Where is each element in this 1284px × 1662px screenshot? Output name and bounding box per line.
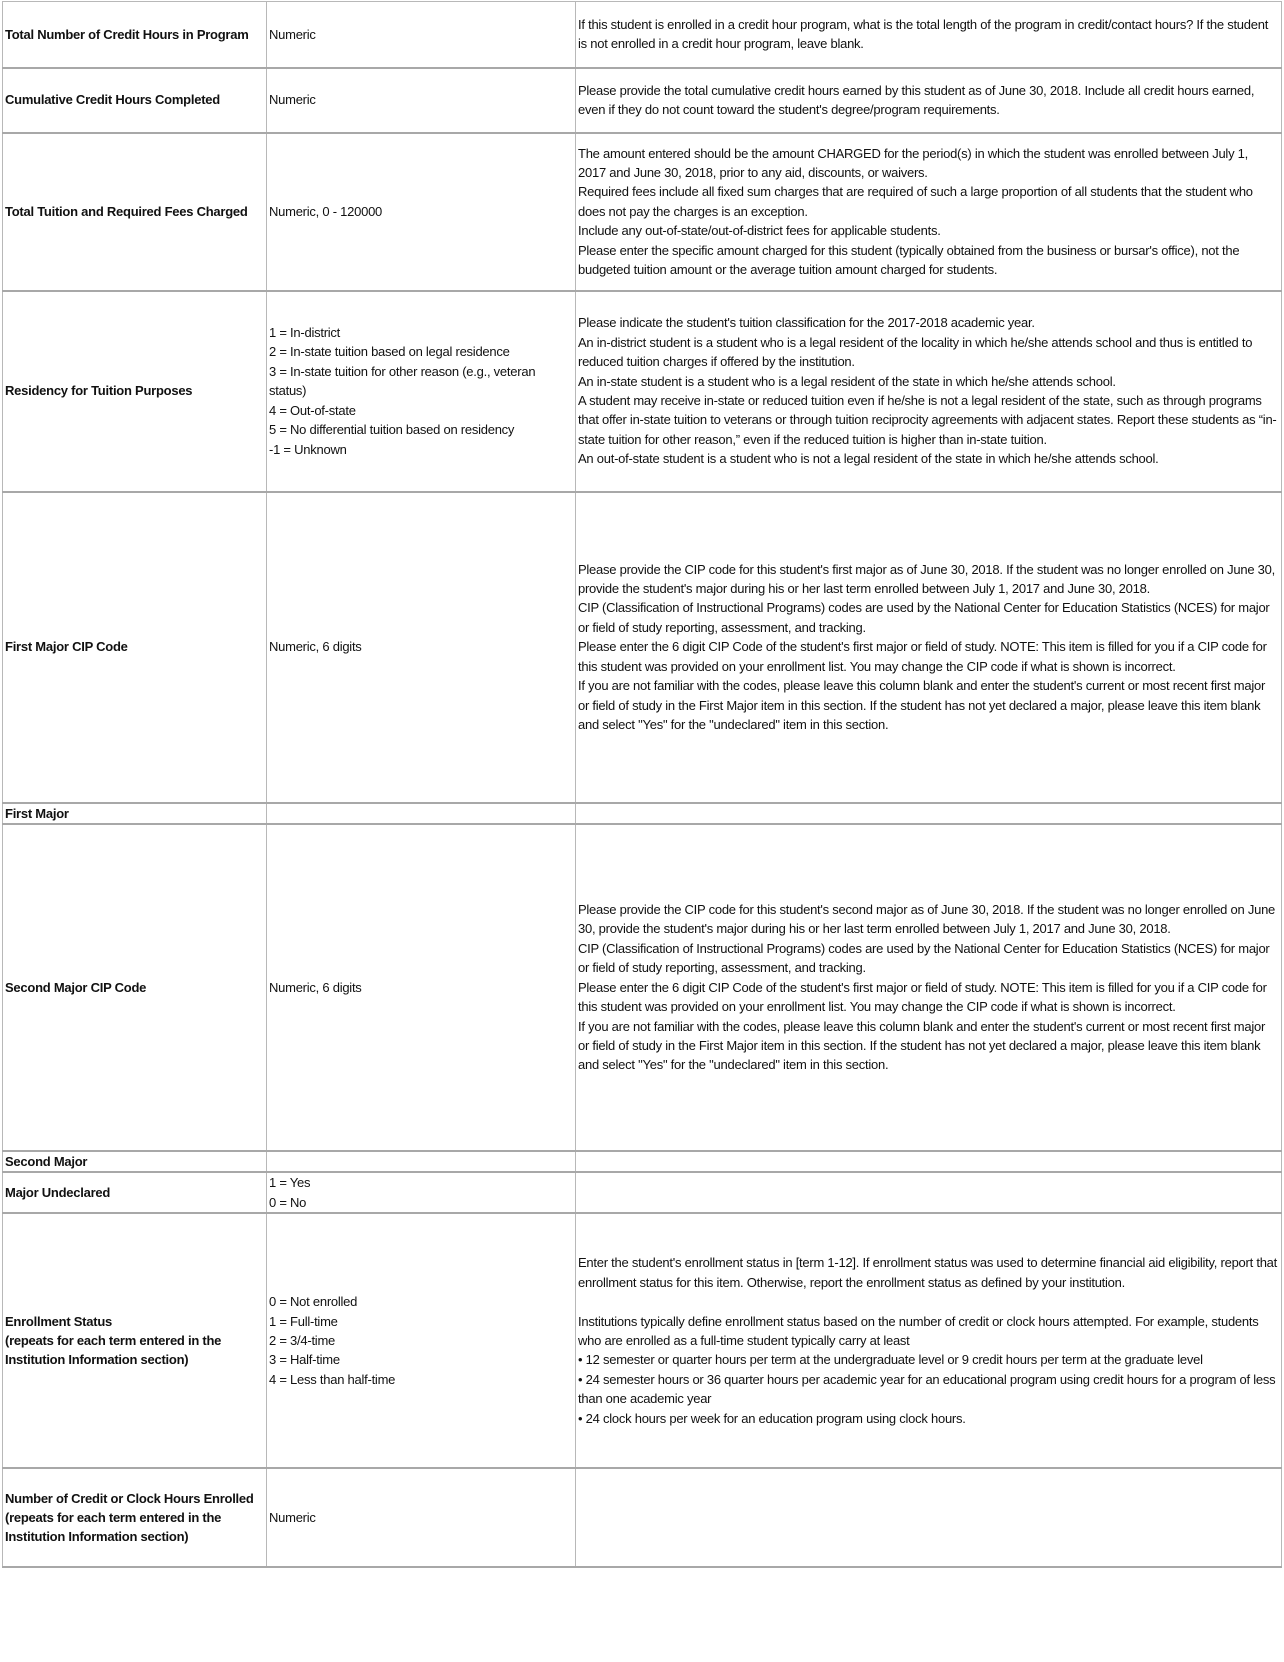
description-line: An in-state student is a student who is a legal resident of the state in which he/she attends school. xyxy=(578,373,1116,389)
description-cell xyxy=(576,803,1282,824)
format-line: 4 = Out-of-state xyxy=(269,402,356,418)
field-name-cell xyxy=(3,492,267,803)
format-line: -1 = Unknown xyxy=(269,441,347,457)
field-name-cell xyxy=(3,1151,267,1172)
description-line: If you are not familiar with the codes, please leave this column blank and enter the student's current or most recent first major or field of study in the First Major item in this section. If the student has not yet declared a major, please leave this item blank and select "Yes" for the "undeclared" item in this section. xyxy=(578,1018,1266,1073)
format-cell xyxy=(267,1468,576,1567)
field-name-line: Cumulative Credit Hours Completed xyxy=(5,92,220,108)
table-row xyxy=(3,1151,1282,1172)
table-row xyxy=(3,803,1282,824)
format-line: Numeric, 0 - 120000 xyxy=(269,203,383,219)
field-name-line: (repeats for each term entered in the Institution Information section) xyxy=(5,1332,222,1368)
description-line: Please provide the total cumulative credit hours earned by this student as of June 30, 2018. Include all credit hours earned, even if they do not count toward the student's degree/program requirements. xyxy=(578,82,1255,117)
format-cell xyxy=(267,133,576,291)
field-name-line: First Major xyxy=(5,805,69,821)
format-line: Numeric xyxy=(269,26,316,42)
format-cell xyxy=(267,824,576,1151)
format-line: Numeric, 6 digits xyxy=(269,639,362,655)
description-cell xyxy=(576,492,1282,803)
field-name-line: Enrollment Status xyxy=(5,1313,112,1329)
table-row xyxy=(3,492,1282,803)
format-line: 1 = In-district xyxy=(269,325,341,341)
description-cell xyxy=(576,1468,1282,1567)
table-row xyxy=(3,2,1282,68)
table-row xyxy=(3,1172,1282,1213)
field-name-cell xyxy=(3,803,267,824)
table-row xyxy=(3,1213,1282,1468)
description-line: • 24 semester hours or 36 quarter hours per academic year for an educational program using credit hours for a program of less than one academic year xyxy=(578,1371,1276,1407)
table-row xyxy=(3,68,1282,133)
format-line: Numeric, 6 digits xyxy=(269,979,362,995)
description-cell xyxy=(576,1213,1282,1468)
description-line: If you are not familiar with the codes, please leave this column blank and enter the student's current or most recent first major or field of study in the First Major item in this section. If the student has not yet declared a major, please leave this item blank and select "Yes" for the "undeclared" item in this section. xyxy=(578,678,1266,732)
field-name-line: Second Major xyxy=(5,1153,88,1169)
table-row xyxy=(3,824,1282,1151)
description-line: Enter the student's enrollment status in [term 1-12]. If enrollment status was used to determine financial aid eligibility, report that enrollment status for this item. Otherwise, report the enrollment status as defined by your institution. xyxy=(578,1255,1278,1290)
format-line: 3 = In-state tuition for other reason (e.g., veteran status) xyxy=(269,363,536,399)
format-cell xyxy=(267,492,576,803)
description-line: Please indicate the student's tuition classification for the 2017-2018 academic year. xyxy=(578,315,1035,331)
field-name-cell xyxy=(3,1468,267,1567)
field-name-line: Major Undeclared xyxy=(5,1185,111,1201)
description-cell xyxy=(576,291,1282,492)
field-name-cell xyxy=(3,1213,267,1468)
description-cell xyxy=(576,2,1282,68)
field-name-line: (repeats for each term entered in the Institution Information section) xyxy=(5,1509,222,1545)
field-name-cell xyxy=(3,824,267,1151)
field-name-cell xyxy=(3,291,267,492)
field-name-line: Second Major CIP Code xyxy=(5,979,147,995)
format-line: 1 = Full-time xyxy=(269,1313,338,1329)
format-cell xyxy=(267,803,576,824)
field-name-cell xyxy=(3,1172,267,1213)
table-row xyxy=(3,1468,1282,1567)
format-line: 0 = Not enrolled xyxy=(269,1294,358,1310)
field-name-line: First Major CIP Code xyxy=(5,639,128,655)
description-cell xyxy=(576,824,1282,1151)
format-cell xyxy=(267,1213,576,1468)
description-line: Please provide the CIP code for this student's first major as of June 30, 2018. If the student was no longer enrolled on June 30, provide the student's major during his or her last term enrolled between July 1, 2017 and June 30, 2018. xyxy=(578,561,1275,597)
format-line: 3 = Half-time xyxy=(269,1352,340,1368)
format-line: 4 = Less than half-time xyxy=(269,1371,396,1387)
format-line: 0 = No xyxy=(269,1194,307,1210)
description-line: Institutions typically define enrollment status based on the number of credit or clock hours attempted. For example, students who are enrolled as a full-time student typically carry at least xyxy=(578,1313,1259,1348)
description-line: Please enter the 6 digit CIP Code of the student's first major or field of study. NOTE: This item is filled for you if a CIP code for this student was provided on your enrollment list. You may change the CIP code if what is shown is incorrect. xyxy=(578,639,1267,674)
description-cell xyxy=(576,1151,1282,1172)
format-line: 5 = No differential tuition based on residency xyxy=(269,422,515,438)
format-cell xyxy=(267,291,576,492)
table-row xyxy=(3,291,1282,492)
format-cell xyxy=(267,68,576,133)
description-cell xyxy=(576,1172,1282,1213)
table-row xyxy=(3,133,1282,291)
format-line: 2 = 3/4-time xyxy=(269,1332,336,1348)
format-cell xyxy=(267,1172,576,1213)
format-line: 1 = Yes xyxy=(269,1175,311,1191)
field-name-cell xyxy=(3,68,267,133)
description-cell xyxy=(576,68,1282,133)
format-cell xyxy=(267,2,576,68)
format-line: Numeric xyxy=(269,92,316,108)
description-line: Required fees include all fixed sum charges that are required of such a large proportion of all students that the student who does not pay the charges is an exception. xyxy=(578,184,1253,219)
field-name-cell xyxy=(3,133,267,291)
description-line: • 24 clock hours per week for an education program using clock hours. xyxy=(578,1410,966,1426)
description-line: Please enter the 6 digit CIP Code of the student's first major or field of study. NOTE: This item is filled for you if a CIP code for this student was provided on your enrollment list. You may change the CIP code if what is shown is incorrect. xyxy=(578,979,1267,1015)
description-line: An out-of-state student is a student who is not a legal resident of the state in which he/she attends school. xyxy=(578,451,1159,467)
description-line: Please enter the specific amount charged for this student (typically obtained from the business or bursar's office), not the budgeted tuition amount or the average tuition amount charged for students. xyxy=(578,242,1240,278)
description-line: • 12 semester or quarter hours per term at the undergraduate level or 9 credit hours per term at the graduate level xyxy=(578,1352,1203,1368)
field-name-cell xyxy=(3,2,267,68)
description-line: The amount entered should be the amount CHARGED for the period(s) in which the student was enrolled between July 1, 2017 and June 30, 2018, prior to any aid, discounts, or waivers. xyxy=(578,145,1249,180)
format-cell xyxy=(267,1151,576,1172)
description-line: CIP (Classification of Instructional Programs) codes are used by the National Center for Education Statistics (NCES) for major or field of study reporting, assessment, and tracking. xyxy=(578,600,1270,635)
description-line: If this student is enrolled in a credit hour program, what is the total length of the program in credit/contact hours? If the student is not enrolled in a credit hour program, leave blank. xyxy=(578,16,1269,52)
description-line: Include any out-of-state/out-of-district fees for applicable students. xyxy=(578,223,941,239)
data-dictionary-table xyxy=(2,1,1282,1568)
format-line: Numeric xyxy=(269,1509,316,1525)
field-name-line: Total Tuition and Required Fees Charged xyxy=(5,203,248,219)
description-cell xyxy=(576,133,1282,291)
description-line: CIP (Classification of Instructional Programs) codes are used by the National Center for Education Statistics (NCES) for major or field of study reporting, assessment, and tracking. xyxy=(578,940,1270,976)
field-name-line: Residency for Tuition Purposes xyxy=(5,383,193,399)
field-name-line: Number of Credit or Clock Hours Enrolled xyxy=(5,1490,254,1506)
description-line xyxy=(578,1292,1279,1311)
description-line: A student may receive in-state or reduced tuition even if he/she is not a legal resident of the state, such as through programs that offer in-state tuition to veterans or through tuition reciprocity agreements with adjacent states. Report these students as “in-state tuition for other reason,” even if the reduced tuition is higher than in-state tuition. xyxy=(578,393,1277,447)
format-line: 2 = In-state tuition based on legal residence xyxy=(269,344,510,360)
field-name-line: Total Number of Credit Hours in Program xyxy=(5,26,249,42)
description-line: Please provide the CIP code for this student's second major as of June 30, 2018. If the student was no longer enrolled on June 30, provide the student's major during his or her last term enrolled between July 1, 2017 and June 30, 2018. xyxy=(578,902,1276,937)
description-line: An in-district student is a student who is a legal resident of the locality in which he/she attends school and thus is entitled to reduced tuition charges if offered by the institution. xyxy=(578,334,1253,370)
